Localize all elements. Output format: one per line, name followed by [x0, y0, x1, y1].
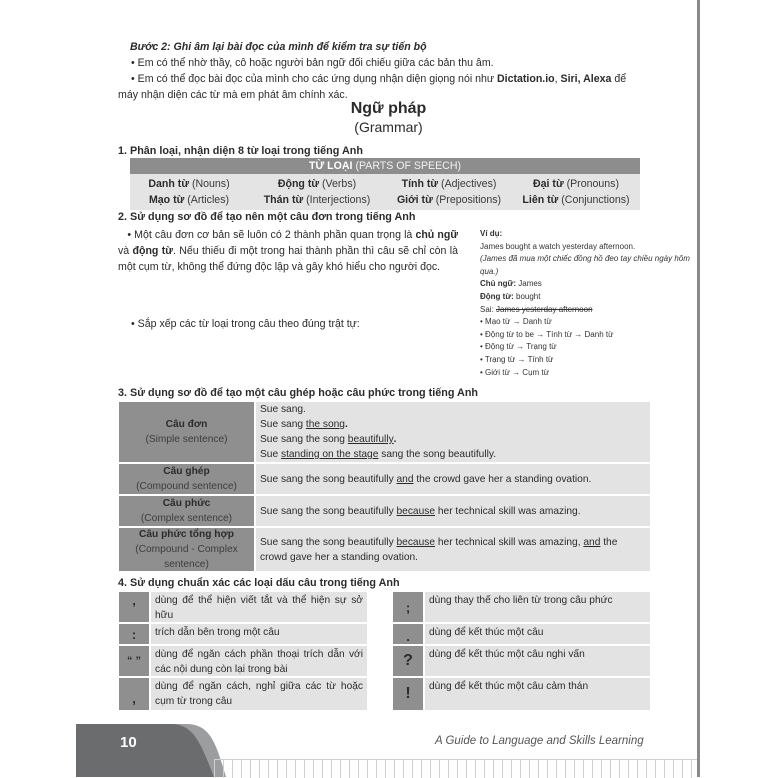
- pos-en: (Verbs): [319, 178, 357, 190]
- example-line: [260, 535, 646, 565]
- apostrophe-icon: ’: [119, 592, 149, 622]
- sentence-type-sub: (Compound - Complex sentence): [135, 544, 238, 570]
- grammar-title: Ngữ pháp: [350, 100, 427, 117]
- pos-cell: [248, 192, 386, 208]
- text: her technical skill was amazing.: [435, 505, 581, 517]
- underlined: and: [396, 473, 414, 485]
- text: Sue sang the song beautifully: [260, 536, 397, 548]
- underlined: the song: [305, 419, 345, 430]
- text: ,: [554, 73, 561, 85]
- punctuation-description: trích dẫn bên trong một câu: [149, 624, 367, 644]
- example-box: [480, 228, 690, 379]
- pos-en: (Articles): [184, 194, 230, 206]
- example-line: [260, 504, 646, 519]
- section4-heading: 4. Sử dụng chuẩn xác các loại dấu câu trong tiếng Anh: [118, 577, 400, 589]
- text: để: [611, 73, 627, 85]
- subject-label: Chủ ngữ:: [480, 279, 517, 289]
- example-line: [260, 417, 646, 432]
- exclamation-mark-icon: !: [393, 678, 423, 710]
- grammar-subtitle: (Grammar): [354, 119, 423, 135]
- parts-of-speech-header: [130, 158, 640, 174]
- section3-heading: 3. Sử dụng sơ đồ để tạo một câu ghép hoặc câu phức trong tiếng Anh: [118, 387, 479, 399]
- step2-title: Bước 2: Ghi âm lại bài đọc của mình để kiểm tra sự tiến bộ: [130, 41, 427, 53]
- header-rest: (PARTS OF SPEECH): [352, 160, 462, 172]
- sentence-type-label: Câu ghép: [163, 466, 210, 477]
- underlined: beautifully: [347, 434, 394, 445]
- punctuation-table-right: [393, 592, 650, 710]
- page-number: 10: [120, 734, 137, 751]
- table-row: [119, 646, 367, 678]
- table-row: [119, 592, 367, 624]
- footer-ruler-decoration: [214, 759, 697, 778]
- underlined: because: [396, 505, 436, 517]
- punctuation-description: dùng để kết thúc một câu: [423, 624, 650, 644]
- punctuation-description: dùng thay thế cho liên từ trong câu phức: [423, 592, 650, 622]
- step2-bullet-1: • Em có thể nhờ thầy, cô hoặc người bản ngữ đối chiếu giữa các bản thu âm.: [131, 57, 494, 69]
- sentence-type-cell: [119, 402, 254, 462]
- sentence-type-cell: [119, 464, 254, 494]
- table-row: [119, 678, 367, 710]
- sentence-examples: [254, 496, 650, 526]
- example-translation: (James đã mua một chiếc đồng hồ đeo tay chiều ngày hôm qua.): [480, 254, 690, 276]
- pos-en: (Interjections): [303, 194, 371, 206]
- text: sang the song beautifully.: [378, 449, 497, 460]
- parts-of-speech-table: [130, 158, 640, 210]
- order-item: • Động từ → Trạng từ: [480, 342, 557, 352]
- order-item: • Giới từ → Cụm từ: [480, 367, 549, 377]
- order-item: • Động từ to be → Tính từ → Danh từ: [480, 329, 614, 339]
- punctuation-description: dùng để ngăn cách, nghỉ giữa các từ hoặc cụm từ trong câu: [149, 678, 367, 710]
- footer-tab-shape: [76, 724, 236, 777]
- table-row: [393, 624, 650, 646]
- term-verb: động từ: [132, 245, 173, 257]
- table-row: [119, 402, 650, 464]
- text: Sue sang the song beautifully: [260, 505, 397, 517]
- sentence-type-label: Câu phức: [162, 498, 211, 509]
- pos-cell: [512, 192, 640, 208]
- section2-order-text: • Sắp xếp các từ loại trong câu theo đúng trật tự:: [131, 318, 360, 330]
- sentence-examples: [254, 402, 650, 462]
- table-row: [393, 678, 650, 710]
- pos-cell: [130, 176, 248, 192]
- example-label: Ví dụ:: [480, 229, 503, 238]
- text: Sue sang the song beautifully: [260, 473, 397, 485]
- underlined: and: [583, 536, 601, 548]
- term-subject: chủ ngữ: [415, 229, 458, 241]
- punctuation-description: dùng để thể hiện viết tắt và thể hiện sự sở hữu: [149, 592, 367, 622]
- sentence-type-sub: (Complex sentence): [140, 513, 233, 524]
- text: .: [344, 419, 348, 430]
- pos-en: (Adjectives): [438, 178, 497, 190]
- sentence-type-sub: (Compound sentence): [136, 481, 237, 492]
- header-bold: TỪ LOẠI: [308, 160, 353, 172]
- section2-heading: 2. Sử dụng sơ đồ để tạo nên một câu đơn trong tiếng Anh: [118, 211, 416, 223]
- text: the crowd gave her a standing ovation.: [260, 536, 618, 563]
- example-line: [260, 432, 646, 447]
- table-row: [119, 528, 650, 571]
- step2-bullet-2: [131, 71, 626, 87]
- section2-paragraph: [118, 227, 458, 275]
- step2-bullet-2-continued: máy nhận diện các từ mà em phát âm chính xác.: [118, 89, 348, 101]
- sentence-type-sub: (Simple sentence): [145, 434, 228, 445]
- text: Sue: [260, 449, 281, 460]
- pos-en: (Nouns): [189, 178, 230, 190]
- order-item: • Mạo từ → Danh từ: [480, 317, 552, 327]
- text: Sue sang the song: [260, 434, 348, 445]
- underlined: because: [396, 536, 436, 548]
- question-mark-icon: ?: [393, 646, 423, 676]
- pos-en: (Pronouns): [563, 178, 619, 190]
- table-row: [119, 464, 650, 496]
- colon-icon: :: [119, 624, 149, 644]
- pos-vi: Thán từ: [263, 194, 304, 206]
- sentence-type-cell: [119, 528, 254, 571]
- wrong-value: James yesterday afternoon: [496, 304, 593, 314]
- example-line: [260, 447, 646, 462]
- verb-label: Động từ:: [480, 291, 514, 301]
- example-line: [260, 472, 646, 487]
- sentence-examples: [254, 528, 650, 571]
- pos-cell: [386, 176, 512, 192]
- sentence-type-label: Câu phức tổng hợp: [139, 529, 234, 540]
- app-names-siri-alexa: Siri, Alexa: [560, 73, 612, 85]
- example-sentence: James bought a watch yesterday afternoon.: [480, 241, 636, 251]
- period-icon: .: [393, 624, 423, 644]
- app-name-dictation: Dictation.io: [496, 73, 555, 85]
- text: và: [118, 245, 133, 257]
- punctuation-table-left: [119, 592, 367, 710]
- pos-en: (Prepositions): [432, 194, 502, 206]
- book-title: A Guide to Language and Skills Learning: [435, 735, 644, 747]
- text: • Một câu đơn cơ bản sẽ luôn có 2 thành phần quan trọng là: [127, 229, 416, 241]
- pos-vi: Danh từ: [148, 178, 189, 190]
- section1-heading: 1. Phân loại, nhận diện 8 từ loại trong tiếng Anh: [118, 145, 363, 157]
- text: • Em có thể đọc bài đọc của mình cho các ứng dụng nhận diện giọng nói như: [131, 73, 497, 85]
- pos-cell: [386, 192, 512, 208]
- sentence-examples: [254, 464, 650, 494]
- pos-cell: [130, 192, 248, 208]
- pos-en: (Conjunctions): [558, 194, 630, 206]
- text: her technical skill was amazing,: [435, 536, 584, 548]
- text: Sue sang: [260, 419, 306, 430]
- comma-icon: ,: [119, 678, 149, 710]
- verb-value: bought: [513, 291, 541, 301]
- table-row: [119, 624, 367, 646]
- pos-vi: Liên từ: [522, 194, 559, 206]
- pos-cell: [512, 176, 640, 192]
- pos-vi: Tính từ: [401, 178, 439, 190]
- underlined: standing on the stage: [280, 449, 379, 460]
- quotation-marks-icon: “ ”: [119, 646, 149, 676]
- table-row: [119, 496, 650, 528]
- sentence-types-table: [119, 402, 650, 571]
- wrong-label: Sai:: [480, 304, 497, 314]
- pos-vi: Động từ: [277, 178, 320, 190]
- semicolon-icon: ;: [393, 592, 423, 622]
- text: . Nếu thiếu đi một trong hai thành phần thì câu sẽ chỉ còn là một cụm từ, không thể đứng độc lập và gây khó hiểu cho người đọc.: [118, 245, 458, 273]
- text: the crowd gave her a standing ovation.: [413, 473, 592, 485]
- pos-vi: Giới từ: [396, 194, 433, 206]
- example-line: Sue sang.: [260, 404, 306, 415]
- text: .: [393, 434, 397, 445]
- subject-value: James: [516, 279, 542, 289]
- pos-vi: Mạo từ: [148, 194, 185, 206]
- table-row: [393, 646, 650, 678]
- table-row: [393, 592, 650, 624]
- punctuation-description: dùng để ngăn cách phần thoại trích dẫn với các nội dung còn lại trong bài: [149, 646, 367, 676]
- sentence-type-cell: [119, 496, 254, 526]
- punctuation-description: dùng để kết thúc một câu cảm thán: [423, 678, 650, 710]
- pos-cell: [248, 176, 386, 192]
- pos-vi: Đại từ: [533, 178, 564, 190]
- punctuation-description: dùng để kết thúc một câu nghi vấn: [423, 646, 650, 676]
- order-item: • Trạng từ → Tính từ: [480, 354, 554, 364]
- sentence-type-label: Câu đơn: [165, 419, 208, 430]
